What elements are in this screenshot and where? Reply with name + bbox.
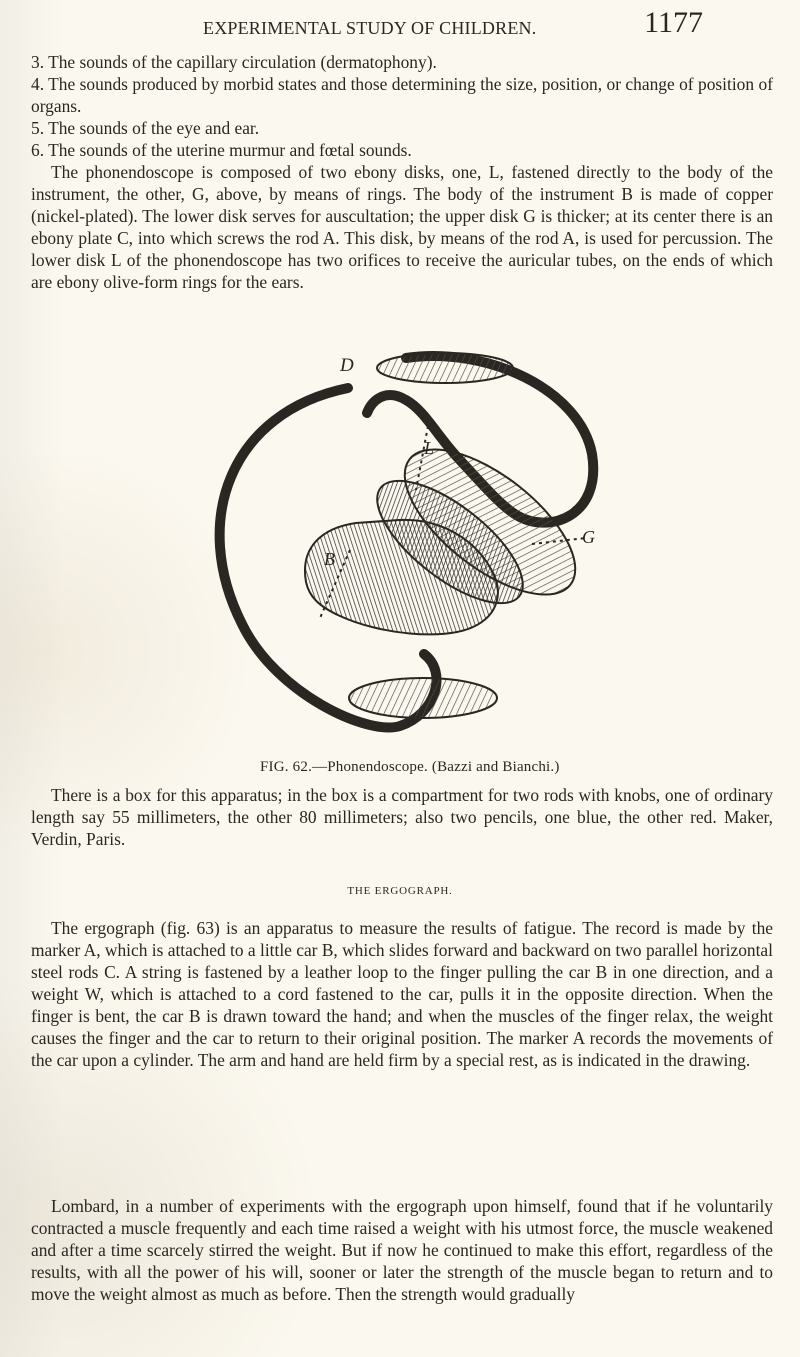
running-title: EXPERIMENTAL STUDY OF CHILDREN. (203, 18, 537, 38)
lombard-paragraph: Lombard, in a number of experiments with the ergograph upon himself, found that if he voluntarily contracted a muscle frequently and each time raised a weight with his utmost force, the muscle weakened and after a time scarcely stirred the weight. But if now he continued to make this effort, regardless of the results, with all the power of his will, sooner or later the strength of the muscle began to return and to move the weight almost as much as before. Then the strength would gradually (31, 1196, 773, 1304)
list-item-6: 6. The sounds of the uterine murmur and fœtal sounds. (31, 140, 412, 160)
page-header (203, 8, 703, 42)
apparatus-box-paragraph: There is a box for this apparatus; in the box is a compartment for two rods with knobs, one of ordinary length say 55 millimeters, the other 80 millimeters; also two pencils, one blue, the other red. Maker, Verdin, Paris. (31, 785, 773, 849)
figure-label-l: L (424, 438, 435, 458)
figure-label-b: B (324, 549, 335, 569)
list-item-5: 5. The sounds of the eye and ear. (31, 118, 260, 138)
figure-label-g: G (582, 527, 595, 547)
figure-caption: FIG. 62.—Phonendoscope. (Bazzi and Bianchi.) (260, 759, 560, 775)
ergograph-paragraph: The ergograph (fig. 63) is an apparatus to measure the results of fatigue. The record is made by the marker A, which is attached to a little car B, which slides forward and backward on two parallel horizontal steel rods C. A string is fastened by a leather loop to the finger pulling the car B in one direction, and a weight W, which is attached to a cord fastened to the car, pulls it in the opposite direction. When the finger is bent, the car B is drawn toward the hand; and when the muscles of the finger relax, the weight causes the finger and the car to return to their original position. The marker A records the movements of the car upon a cylinder. The arm and hand are held firm by a special rest, as is indicated in the drawing. (31, 918, 773, 1070)
list-item-3: 3. The sounds of the capillary circulation (dermatophony). (31, 52, 437, 72)
figure-label-d: D (340, 355, 354, 376)
page-number: 1177 (644, 6, 703, 39)
phonendoscope-description: The phonendoscope is composed of two ebony disks, one, L, fastened directly to the body of the instrument, the other, G, above, by means of rings. The body of the instrument B is made of copper (nickel-plated). The lower disk serves for auscultation; the upper disk G is thicker; at its center there is an ebony plate C, into which screws the rod A. This disk, by means of the rod A, is used for percussion. The lower disk L of the phonendoscope has two orifices to receive the auricular tubes, on the ends of which are ebony olive-form rings for the ears. (31, 162, 773, 292)
list-item-4: 4. The sounds produced by morbid states and those determining the size, position, or change of position of organs. (31, 74, 773, 116)
ear-tube-bottom-detail (349, 678, 497, 718)
phonendoscope-illustration (188, 338, 618, 748)
phonendoscope-figure (188, 338, 618, 748)
section-heading: THE ERGOGRAPH. (347, 885, 453, 897)
ear-tube-top-detail (377, 353, 513, 383)
